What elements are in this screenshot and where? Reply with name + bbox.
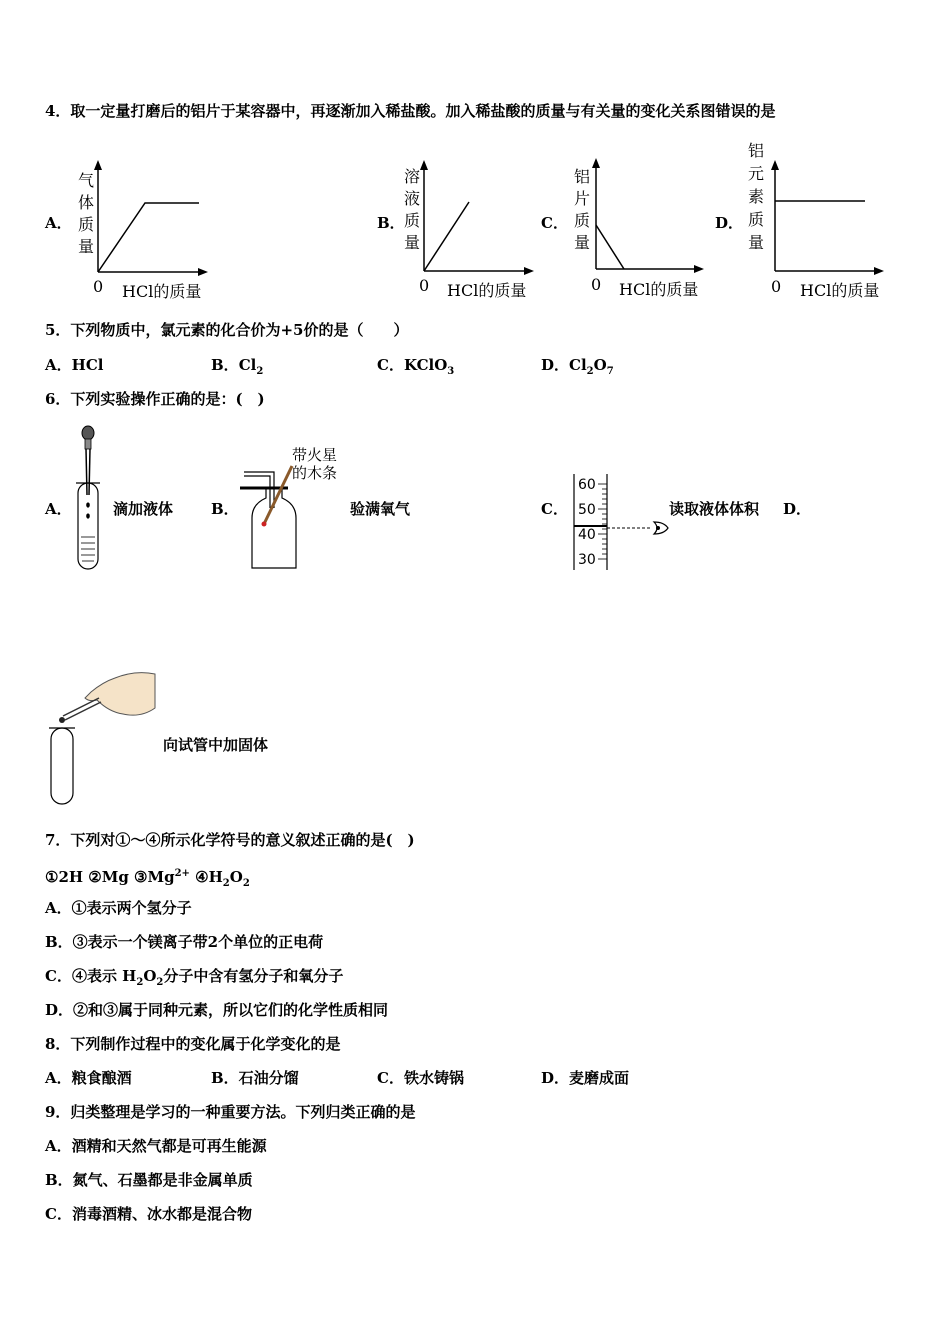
q4-b-xlabel: HCl的质量 <box>447 281 527 300</box>
q4-c-ylabel-0: 铝 <box>574 167 591 186</box>
graduated-cylinder-illustration <box>570 470 680 580</box>
q4-a-xlabel: HCl的质量 <box>122 282 202 301</box>
q4-option-d-label: D． <box>715 214 744 232</box>
q4-option-a-label: A． <box>45 214 72 232</box>
q4-d-xlabel: HCl的质量 <box>800 281 880 300</box>
q4-d-ylabel-3: 质 <box>748 210 765 229</box>
tweezers-test-tube-illustration <box>45 668 160 808</box>
q4-b-origin: 0 <box>419 276 430 295</box>
q6-option-b-label: B． <box>211 500 239 518</box>
q7-stem: 7．下列对①～④所示化学符号的意义叙述正确的是( ) <box>45 831 415 849</box>
q6-option-d-label: D． <box>783 500 812 518</box>
q4-b-ylabel-1: 液 <box>404 189 421 208</box>
q4-c-ylabel-3: 量 <box>574 233 591 252</box>
q5-option-c: C．KClO$_3$ <box>377 356 455 377</box>
q5-stem: 5．下列物质中，氯元素的化合价为+5价的是（ ） <box>45 321 409 339</box>
q7-option-d: D．②和③属于同种元素，所以它们的化学性质相同 <box>45 1001 389 1019</box>
q6-option-b-text: 验满氧气 <box>350 500 411 518</box>
q4-a-ylabel-0: 气 <box>78 171 95 190</box>
q9-option-c: C．消毒酒精、冰水都是混合物 <box>45 1205 252 1223</box>
q7-option-b: B．③表示一个镁离子带2个单位的正电荷 <box>45 933 324 951</box>
q4-d-ylabel-0: 铝 <box>748 141 765 160</box>
q6-option-c-text: 读取液体体积 <box>669 500 760 518</box>
q6-option-a-text: 滴加液体 <box>113 500 174 518</box>
q8-stem: 8．下列制作过程中的变化属于化学变化的是 <box>45 1035 341 1053</box>
q4-option-b-label: B． <box>377 214 405 232</box>
q4-graph-b <box>400 160 540 310</box>
q6-option-d-text: 向试管中加固体 <box>163 736 269 754</box>
q4-d-origin: 0 <box>771 277 782 296</box>
cylinder-tick-50: 50 <box>578 502 596 518</box>
q4-c-xlabel: HCl的质量 <box>619 280 699 299</box>
q6-b-annot1: 带火星 <box>292 446 338 464</box>
q7-option-a: A．①表示两个氢分子 <box>45 899 192 917</box>
q5-option-d: D．$Cl_2O_7$ <box>541 356 614 377</box>
q4-a-ylabel-1: 体 <box>78 193 95 212</box>
q4-graph-a <box>72 160 212 310</box>
q6-option-a-label: A． <box>45 500 72 518</box>
q4-graph-d <box>746 140 896 300</box>
q4-c-ylabel-1: 片 <box>574 189 591 208</box>
q4-a-origin: 0 <box>93 277 104 296</box>
q4-c-ylabel-2: 质 <box>574 211 591 230</box>
q5-option-b: B．$Cl_2$ <box>211 356 264 377</box>
q8-option-d: D．麦磨成面 <box>541 1069 630 1087</box>
q4-b-ylabel-0: 溶 <box>404 167 421 186</box>
q4-d-ylabel-4: 量 <box>748 233 765 252</box>
q8-option-a: A．粮食酿酒 <box>45 1069 132 1087</box>
q4-option-c-label: C． <box>541 214 568 232</box>
q4-b-ylabel-3: 量 <box>404 233 421 252</box>
q5-option-a: A．HCl <box>45 356 104 374</box>
q4-stem: 4．取一定量打磨后的铝片于某容器中，再逐渐加入稀盐酸。加入稀盐酸的质量与有关量的变化关系图错误的是 <box>45 102 776 120</box>
q9-option-a: A．酒精和天然气都是可再生能源 <box>45 1137 267 1155</box>
q4-a-ylabel-2: 质 <box>78 215 95 234</box>
gas-bottle-illustration <box>236 448 356 578</box>
q6-stem: 6．下列实验操作正确的是：( ) <box>45 390 265 408</box>
q7-symbols: ①2H ②Mg $③Mg^{2+}$ $④H_2O_2$ <box>45 868 250 889</box>
q4-b-ylabel-2: 质 <box>404 211 421 230</box>
q7-option-c: C．④表示 $H_2O_2$分子中含有氢分子和氧分子 <box>45 967 344 988</box>
q6-b-annot2: 的木条 <box>292 464 338 482</box>
q4-graph-c <box>570 158 710 308</box>
q8-option-c: C．铁水铸锅 <box>377 1069 464 1087</box>
cylinder-tick-30: 30 <box>578 552 596 568</box>
q4-d-ylabel-2: 素 <box>748 187 765 206</box>
dropper-test-tube-illustration <box>70 425 110 575</box>
q8-option-b: B．石油分馏 <box>211 1069 299 1087</box>
q9-option-b: B．氮气、石墨都是非金属单质 <box>45 1171 253 1189</box>
q4-a-ylabel-3: 量 <box>78 237 95 256</box>
cylinder-tick-60: 60 <box>578 477 596 493</box>
q9-stem: 9．归类整理是学习的一种重要方法。下列归类正确的是 <box>45 1103 416 1121</box>
q6-option-c-label: C． <box>541 500 568 518</box>
cylinder-tick-40: 40 <box>578 527 596 543</box>
q4-c-origin: 0 <box>591 275 602 294</box>
q4-d-ylabel-1: 元 <box>748 164 765 183</box>
